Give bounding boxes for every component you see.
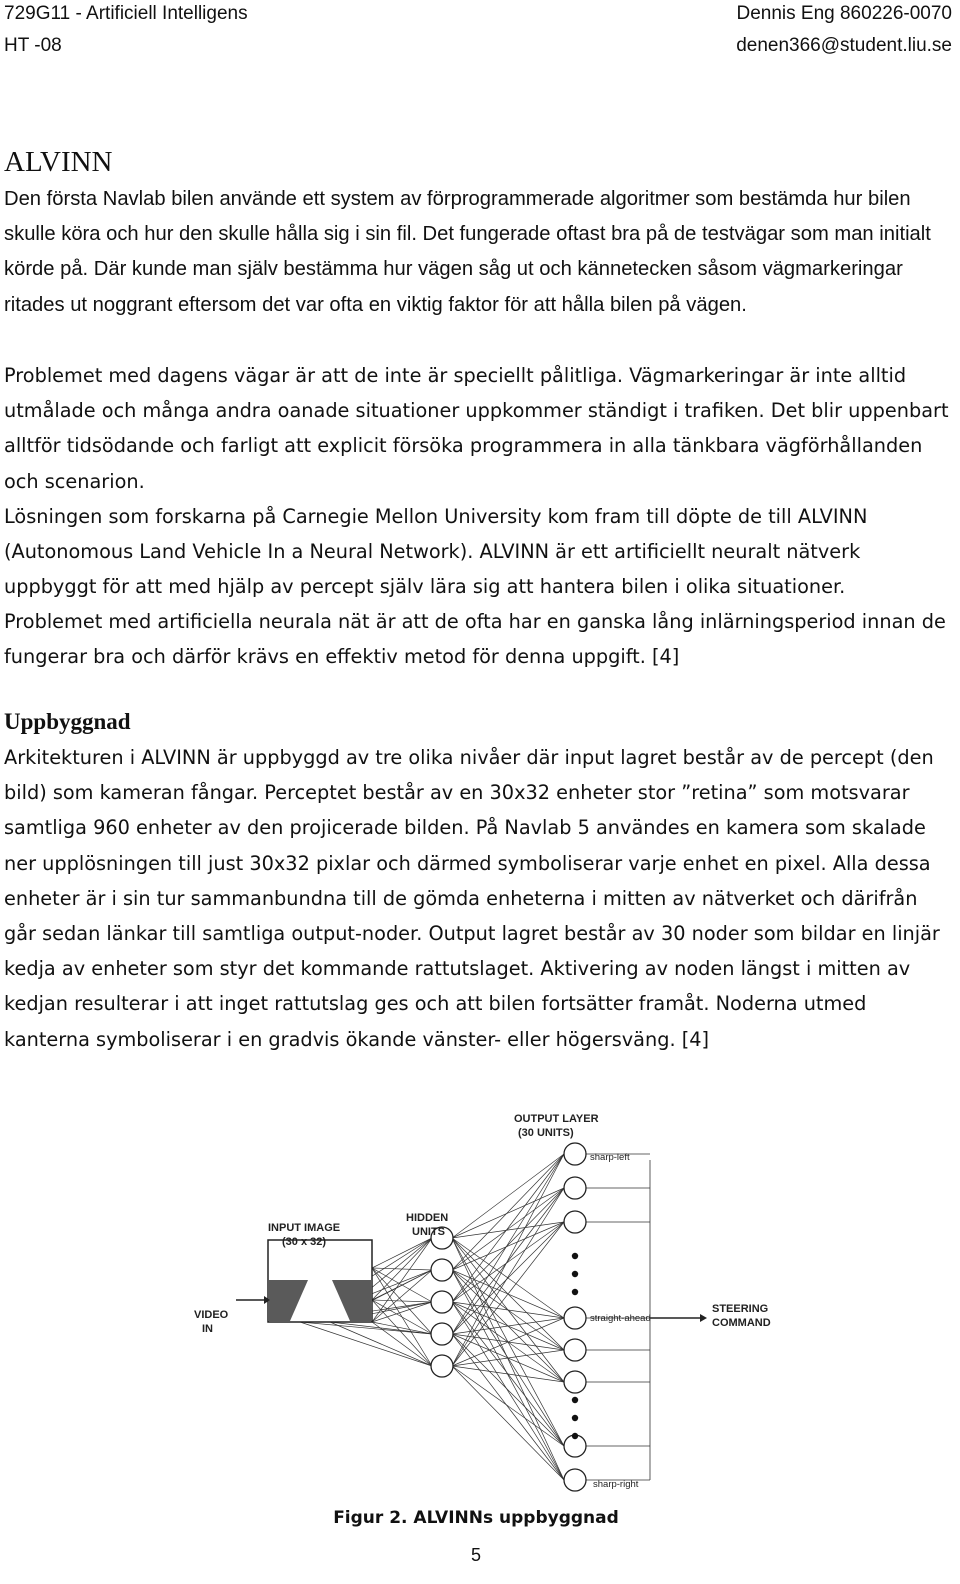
section-title-uppbyggnad: Uppbyggnad (4, 709, 131, 734)
sharp-right-label: sharp-right (593, 1479, 639, 1490)
input-hidden-edge (372, 1238, 432, 1300)
paragraph: Lösningen som forskarna på Carnegie Mellon University kom fram till döpte de till ALVINN (Autonomous Land Vehicle In a Neural Network). ALVINN är ett artificiellt neuralt nätverk uppbyggt för att med hjälp av percept själv lära sig att hantera bilen i olika situationer. (4, 505, 868, 599)
output-unit-node (564, 1211, 586, 1233)
input-image-label: INPUT IMAGE (268, 1222, 341, 1234)
hidden-output-edge (452, 1350, 564, 1366)
output-unit-node (564, 1177, 586, 1199)
ellipsis-dot (572, 1253, 578, 1259)
network-diagram (180, 1100, 800, 1510)
hidden-unit-node (431, 1323, 453, 1345)
hidden-output-edge (452, 1154, 564, 1238)
hidden-output-edge (452, 1222, 564, 1302)
figure-caption: Figur 2. ALVINNs uppbyggnad (333, 1508, 619, 1528)
hidden-output-edge (452, 1154, 564, 1302)
hidden-output-edge (452, 1302, 564, 1318)
hidden-output-edge (452, 1154, 564, 1270)
hidden-output-edge (452, 1302, 564, 1480)
output-layer-label: OUTPUT LAYER (514, 1113, 599, 1125)
input-hidden-edge (372, 1300, 432, 1302)
output-layer-count: (30 UNITS) (518, 1127, 574, 1139)
ellipsis-dot (572, 1271, 578, 1277)
ellipsis-dot (572, 1415, 578, 1421)
hidden-unit-node (431, 1355, 453, 1377)
section-title-alvinn: ALVINN (4, 146, 113, 178)
ellipsis-dot (572, 1397, 578, 1403)
output-unit-node (564, 1307, 586, 1329)
hidden-output-edge (452, 1366, 564, 1382)
hidden-output-edge (452, 1188, 564, 1302)
input-hidden-edge (300, 1322, 432, 1334)
video-in-label: VIDEO (194, 1309, 229, 1321)
hidden-output-edge (452, 1334, 564, 1446)
hidden-units-label-2: UNITS (412, 1226, 445, 1238)
steering-arrowhead (700, 1314, 707, 1322)
output-unit-node (564, 1143, 586, 1165)
paragraph: Arkitekturen i ALVINN är uppbyggd av tre olika nivåer där input lagret består av de percept (den bild) som kameran fångar. Perceptet består av en 30x32 enheter stor ”retina” som motsvarar samtliga 960 enheter av den projicerade bilden. På Navlab 5 användes en kamera som skalade ner upplösningen till just 30x32 pixlar och därmed symboliserar varje enhet en pixel. Alla dessa enheter är i sin tur sammanbundna till de gömda enheterna i mitten av nätverket och därifrån går sedan länkar till samtliga output-noder. Output lagret består av 30 noder som bildar en linjär kedja av enheter som styr det kommande rattutslaget. Aktivering av noden längst i mitten av kedjan resulterar i att inget rattutslag ges och att bilen fortsätter framåt. Noderna utmed kanterna symboliserar i en gradvis ökande vänster- eller högersväng. [4] (4, 746, 940, 1051)
input-hidden-edge (372, 1238, 432, 1268)
hidden-unit-node (431, 1291, 453, 1313)
hidden-output-edge (452, 1334, 564, 1480)
video-in-label-2: IN (202, 1323, 213, 1335)
paragraph: Problemet med artificiella neurala nät är att de ofta har en ganska lång inlärningsperiod innan de fungerar bra och därför krävs en effektiv metod för denna uppgift. [4] (4, 610, 946, 669)
hidden-output-edge (452, 1222, 564, 1238)
paragraph: Problemet med dagens vägar är att de inte är speciellt pålitliga. Vägmarkeringar är inte alltid utmålade och många andra oanade situationer uppkommer ständigt i trafiken. Det blir uppenbart alltför tidsödande och farligt att explicit försöka programmera in alla tänkbara vägförhållanden och scenarion. (4, 364, 949, 493)
sharp-left-label: sharp-left (590, 1152, 630, 1163)
hidden-unit-node (431, 1259, 453, 1281)
alvinn-network-figure (180, 1100, 800, 1510)
ellipsis-dot (572, 1289, 578, 1295)
output-unit-node (564, 1371, 586, 1393)
steering-command-label-2: COMMAND (712, 1317, 771, 1329)
hidden-units-layer (431, 1227, 453, 1377)
output-layer (564, 1143, 586, 1491)
hidden-output-edge (452, 1366, 564, 1480)
hidden-output-edge (452, 1318, 564, 1334)
hidden-output-edge (452, 1222, 564, 1334)
header-course: 729G11 - Artificiell Intelligens (4, 3, 248, 24)
header-term: HT -08 (4, 35, 62, 56)
ellipsis-dot (572, 1433, 578, 1439)
steering-command-label: STEERING (712, 1303, 769, 1315)
hidden-units-label: HIDDEN (406, 1212, 449, 1224)
output-unit-node (564, 1469, 586, 1491)
input-image-size: (30 x 32) (282, 1236, 327, 1248)
paragraph: Den första Navlab bilen använde ett system av förprogrammerade algoritmer som bestämda hur bilen skulle köra och hur den skulle hålla sig i sin fil. Det fungerade oftast bra på de testvägar som man initialt körde på. Där kunde man själv bestämma hur vägen såg ut och kännetecken såsom vägmarkeringar ritades ut noggrant eftersom det var ofta en viktig faktor för att hålla bilen på vägen. (4, 188, 931, 316)
output-unit-node (564, 1339, 586, 1361)
hidden-output-edge (452, 1366, 564, 1446)
header-email: denen366@student.liu.se (736, 35, 952, 56)
hidden-output-edge (452, 1188, 564, 1334)
straight-ahead-label: straight-ahead (590, 1313, 651, 1324)
page-number: 5 (470, 1545, 481, 1565)
hidden-output-edge (452, 1188, 564, 1238)
header-author: Dennis Eng 860226-0070 (736, 3, 952, 24)
